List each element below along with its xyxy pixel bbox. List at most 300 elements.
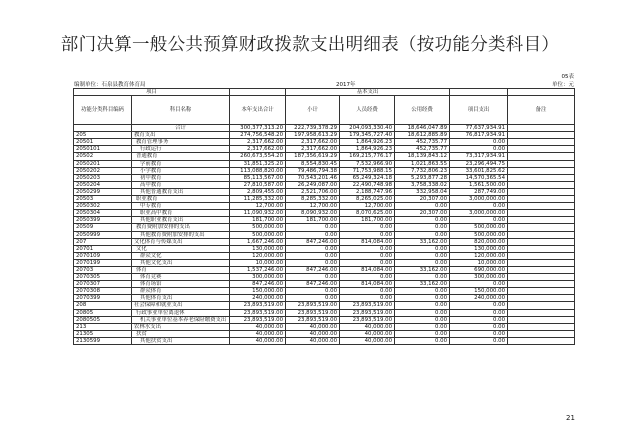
- cell-subtotal: 0.00: [286, 295, 340, 302]
- cell-total-expense: 130,000.00: [230, 245, 286, 252]
- cell-code: 20503: [74, 196, 132, 203]
- cell-public: 1,021,863.55: [395, 160, 450, 167]
- cell-remark: [508, 181, 575, 188]
- cell-remark: [508, 274, 575, 281]
- cell-subtotal: 847,246.00: [286, 266, 340, 273]
- expenditure-table: [73, 88, 575, 345]
- table-row: [74, 316, 575, 323]
- cell-subtotal: 222,739,378.29: [286, 125, 340, 132]
- cell-public: 0.00: [395, 330, 450, 337]
- cell-subtotal: 0.00: [286, 259, 340, 266]
- cell-name: 其他扶贫支出: [132, 337, 230, 344]
- table-row: [74, 224, 575, 231]
- prepared-by: 编制单位：石泉县教育体育局: [74, 82, 146, 88]
- cell-personnel: 65,249,324.18: [340, 174, 395, 181]
- table-row: [74, 274, 575, 281]
- cell-remark: [508, 210, 575, 217]
- cell-subtotal: 79,486,794.38: [286, 167, 340, 174]
- cell-public: 3,758,338.02: [395, 181, 450, 188]
- cell-personnel: 1,864,926.23: [340, 146, 395, 153]
- cell-subtotal: 0.00: [286, 224, 340, 231]
- cell-code: 2070308: [74, 288, 132, 295]
- cell-public: 0.00: [395, 224, 450, 231]
- cell-code: 2050999: [74, 231, 132, 238]
- cell-remark: [508, 259, 575, 266]
- cell-code: [74, 125, 132, 132]
- cell-personnel: 0.00: [340, 245, 395, 252]
- cell-project-expense: 0.00: [450, 302, 508, 309]
- cell-public: 18,612,885.89: [395, 132, 450, 139]
- cell-name: 教育费附加安排的支出: [132, 224, 230, 231]
- header-code: 功能分类科目编码: [74, 96, 132, 125]
- cell-code: 20502: [74, 153, 132, 160]
- cell-personnel: 0.00: [340, 231, 395, 238]
- cell-project-expense: 3,000,000.00: [450, 210, 508, 217]
- cell-personnel: 23,893,519.00: [340, 302, 395, 309]
- table-row: [74, 139, 575, 146]
- cell-subtotal: 847,246.00: [286, 281, 340, 288]
- cell-personnel: 12,700.00: [340, 203, 395, 210]
- cell-personnel: 40,000.00: [340, 330, 395, 337]
- cell-total-expense: 40,000.00: [230, 330, 286, 337]
- cell-public: 0.00: [395, 274, 450, 281]
- cell-subtotal: 0.00: [286, 245, 340, 252]
- cell-total-expense: 27,810,587.00: [230, 181, 286, 188]
- cell-remark: [508, 302, 575, 309]
- header-name: 科目名称: [132, 96, 230, 125]
- cell-subtotal: 12,700.00: [286, 203, 340, 210]
- cell-project-expense: 690,000.00: [450, 266, 508, 273]
- cell-total-expense: 120,000.00: [230, 252, 286, 259]
- cell-project-expense: 33,601,825.62: [450, 167, 508, 174]
- cell-subtotal: 40,000.00: [286, 330, 340, 337]
- cell-project-expense: 0.00: [450, 139, 508, 146]
- cell-code: 207: [74, 238, 132, 245]
- header-spacer-2: [450, 89, 508, 96]
- cell-name: 教育支出: [132, 132, 230, 139]
- table-row: [74, 295, 575, 302]
- cell-project-expense: 300,000.00: [450, 274, 508, 281]
- cell-project-expense: 130,000.00: [450, 245, 508, 252]
- cell-subtotal: 181,700.00: [286, 217, 340, 224]
- cell-remark: [508, 281, 575, 288]
- cell-code: 213: [74, 323, 132, 330]
- cell-remark: [508, 231, 575, 238]
- cell-total-expense: 11,285,332.00: [230, 196, 286, 203]
- cell-subtotal: 2,521,706.00: [286, 188, 340, 195]
- cell-remark: [508, 266, 575, 273]
- cell-code: 2050204: [74, 181, 132, 188]
- cell-code: 2070305: [74, 274, 132, 281]
- cell-personnel: 0.00: [340, 288, 395, 295]
- cell-personnel: 2,188,747.96: [340, 188, 395, 195]
- cell-public: 20,307.00: [395, 196, 450, 203]
- cell-public: 18,139,843.12: [395, 153, 450, 160]
- cell-remark: [508, 132, 575, 139]
- cell-project-expense: 73,317,934.91: [450, 153, 508, 160]
- cell-total-expense: 300,377,313.20: [230, 125, 286, 132]
- cell-personnel: 40,000.00: [340, 337, 395, 344]
- cell-name: 体育场馆: [132, 281, 230, 288]
- header-remarks: 备注: [508, 96, 575, 125]
- cell-project-expense: 0.00: [450, 281, 508, 288]
- header-total-expense: 本年支出合计: [230, 96, 286, 125]
- cell-project-expense: 0.00: [450, 330, 508, 337]
- cell-name: 职业高中教育: [132, 210, 230, 217]
- table-row: [74, 210, 575, 217]
- cell-project-expense: 77,637,934.91: [450, 125, 508, 132]
- cell-name: 中专教育: [132, 203, 230, 210]
- cell-public: 0.00: [395, 295, 450, 302]
- cell-remark: [508, 139, 575, 146]
- cell-code: 20501: [74, 139, 132, 146]
- cell-subtotal: 8,554,830.45: [286, 160, 340, 167]
- cell-code: 2050399: [74, 217, 132, 224]
- table-row: [74, 302, 575, 309]
- cell-total-expense: 1,667,246.00: [230, 238, 286, 245]
- cell-public: 5,293,877.28: [395, 174, 450, 181]
- cell-subtotal: 70,543,201.46: [286, 174, 340, 181]
- cell-subtotal: 2,317,662.00: [286, 146, 340, 153]
- table-row: [74, 337, 575, 344]
- cell-project-expense: 0.00: [450, 316, 508, 323]
- cell-personnel: 204,093,330.40: [340, 125, 395, 132]
- cell-name: 合计: [132, 125, 230, 132]
- cell-total-expense: 11,090,932.00: [230, 210, 286, 217]
- cell-project-expense: 0.00: [450, 337, 508, 344]
- cell-total-expense: 40,000.00: [230, 337, 286, 344]
- cell-project-expense: 150,000.00: [450, 288, 508, 295]
- cell-subtotal: 0.00: [286, 274, 340, 281]
- cell-total-expense: 31,851,325.20: [230, 160, 286, 167]
- cell-code: 20701: [74, 245, 132, 252]
- cell-subtotal: 8,285,332.00: [286, 196, 340, 203]
- cell-public: 0.00: [395, 309, 450, 316]
- table-row-total: [74, 125, 575, 132]
- form-code: 05表: [561, 74, 574, 80]
- table-row: [74, 174, 575, 181]
- cell-code: 20805: [74, 309, 132, 316]
- cell-public: 18,646,047.89: [395, 125, 450, 132]
- cell-remark: [508, 224, 575, 231]
- header-spacer: [230, 89, 286, 96]
- cell-total-expense: 300,000.00: [230, 274, 286, 281]
- cell-total-expense: 847,246.00: [230, 281, 286, 288]
- cell-public: 0.00: [395, 288, 450, 295]
- table-row: [74, 259, 575, 266]
- cell-remark: [508, 295, 575, 302]
- cell-name: 扶贫: [132, 330, 230, 337]
- cell-remark: [508, 330, 575, 337]
- table-row: [74, 266, 575, 273]
- cell-code: 2050299: [74, 188, 132, 195]
- cell-personnel: 71,753,988.15: [340, 167, 395, 174]
- cell-personnel: 8,265,025.00: [340, 196, 395, 203]
- cell-total-expense: 85,113,567.00: [230, 174, 286, 181]
- cell-code: 2050203: [74, 174, 132, 181]
- table-row: [74, 167, 575, 174]
- cell-public: 0.00: [395, 337, 450, 344]
- header-project-expense: 项目支出: [450, 96, 508, 125]
- cell-subtotal: 23,893,519.00: [286, 316, 340, 323]
- page-title: 部门决算一般公共预算财政拨款支出明细表（按功能分类科目）: [60, 35, 560, 55]
- cell-code: 20703: [74, 266, 132, 273]
- cell-name: 文化: [132, 245, 230, 252]
- cell-subtotal: 23,893,519.00: [286, 302, 340, 309]
- cell-public: 7,732,806.23: [395, 167, 450, 174]
- table-row: [74, 238, 575, 245]
- cell-personnel: 814,084.00: [340, 281, 395, 288]
- cell-code: 2050201: [74, 160, 132, 167]
- cell-total-expense: 274,756,548.20: [230, 132, 286, 139]
- cell-total-expense: 2,809,455.00: [230, 188, 286, 195]
- cell-code: 2070399: [74, 295, 132, 302]
- header-subtotal: 小计: [286, 96, 340, 125]
- header-spacer-3: [508, 89, 575, 96]
- cell-code: 2070109: [74, 252, 132, 259]
- table-row: [74, 281, 575, 288]
- cell-remark: [508, 217, 575, 224]
- cell-project-expense: 240,000.00: [450, 295, 508, 302]
- cell-subtotal: 8,090,932.00: [286, 210, 340, 217]
- cell-remark: [508, 316, 575, 323]
- cell-code: 2080505: [74, 316, 132, 323]
- cell-name: 社会保障和就业支出: [132, 302, 230, 309]
- cell-personnel: 814,084.00: [340, 266, 395, 273]
- cell-code: 2070199: [74, 259, 132, 266]
- cell-total-expense: 1,537,246.00: [230, 266, 286, 273]
- table-row: [74, 196, 575, 203]
- cell-subtotal: 2,317,662.00: [286, 139, 340, 146]
- cell-name: 行政运行: [132, 146, 230, 153]
- cell-name: 群众文化: [132, 252, 230, 259]
- table-row: [74, 160, 575, 167]
- cell-subtotal: 197,958,613.29: [286, 132, 340, 139]
- cell-subtotal: 187,356,619.29: [286, 153, 340, 160]
- cell-project-expense: 0.00: [450, 217, 508, 224]
- table-row: [74, 188, 575, 195]
- cell-name: 初中教育: [132, 174, 230, 181]
- cell-public: 0.00: [395, 231, 450, 238]
- cell-subtotal: 26,249,087.00: [286, 181, 340, 188]
- cell-public: 0.00: [395, 217, 450, 224]
- cell-name: 体育竞赛: [132, 274, 230, 281]
- cell-personnel: 169,215,776.17: [340, 153, 395, 160]
- cell-personnel: 814,084.00: [340, 238, 395, 245]
- table-row: [74, 309, 575, 316]
- cell-name: 行政事业单位离退休: [132, 309, 230, 316]
- table-row: [74, 203, 575, 210]
- cell-personnel: 181,700.00: [340, 217, 395, 224]
- cell-name: 小学教育: [132, 167, 230, 174]
- cell-subtotal: 847,246.00: [286, 238, 340, 245]
- cell-subtotal: 40,000.00: [286, 337, 340, 344]
- cell-name: 教育管理事务: [132, 139, 230, 146]
- cell-code: 2130599: [74, 337, 132, 344]
- cell-name: 农林水支出: [132, 323, 230, 330]
- cell-total-expense: 12,700.00: [230, 203, 286, 210]
- cell-personnel: 1,864,926.23: [340, 139, 395, 146]
- cell-personnel: 0.00: [340, 224, 395, 231]
- cell-total-expense: 500,000.00: [230, 224, 286, 231]
- cell-name: 职业教育: [132, 196, 230, 203]
- cell-project-expense: 10,000.00: [450, 259, 508, 266]
- cell-remark: [508, 160, 575, 167]
- cell-code: 2070307: [74, 281, 132, 288]
- cell-project-expense: 76,817,934.91: [450, 132, 508, 139]
- cell-total-expense: 113,088,820.00: [230, 167, 286, 174]
- table-row: [74, 330, 575, 337]
- cell-total-expense: 23,893,519.00: [230, 309, 286, 316]
- cell-public: 0.00: [395, 323, 450, 330]
- cell-remark: [508, 174, 575, 181]
- cell-public: 0.00: [395, 316, 450, 323]
- header-basic-group: 基本支出: [286, 89, 450, 96]
- cell-total-expense: 500,000.00: [230, 231, 286, 238]
- table-row: [74, 288, 575, 295]
- cell-remark: [508, 238, 575, 245]
- cell-name: 高中教育: [132, 181, 230, 188]
- cell-public: 20,307.00: [395, 210, 450, 217]
- cell-personnel: 7,532,966.90: [340, 160, 395, 167]
- cell-personnel: 0.00: [340, 259, 395, 266]
- header-public: 公用经费: [395, 96, 450, 125]
- cell-total-expense: 40,000.00: [230, 323, 286, 330]
- table-body: [74, 125, 575, 345]
- cell-public: 33,162.00: [395, 266, 450, 273]
- cell-remark: [508, 153, 575, 160]
- cell-name: 其他普通教育支出: [132, 188, 230, 195]
- cell-project-expense: 3,000,000.00: [450, 196, 508, 203]
- cell-code: 205: [74, 132, 132, 139]
- cell-name: 其他教育费附加安排的支出: [132, 231, 230, 238]
- cell-personnel: 0.00: [340, 274, 395, 281]
- cell-public: 0.00: [395, 302, 450, 309]
- cell-name: 机关事业单位基本养老保险缴费支出: [132, 316, 230, 323]
- table-row: [74, 323, 575, 330]
- cell-project-expense: 0.00: [450, 203, 508, 210]
- cell-remark: [508, 245, 575, 252]
- table-row: [74, 252, 575, 259]
- cell-remark: [508, 167, 575, 174]
- cell-subtotal: 40,000.00: [286, 323, 340, 330]
- page-number: 21: [566, 414, 575, 422]
- cell-project-expense: 0.00: [450, 309, 508, 316]
- cell-remark: [508, 203, 575, 210]
- cell-personnel: 23,893,519.00: [340, 309, 395, 316]
- cell-remark: [508, 252, 575, 259]
- cell-name: 其他文化支出: [132, 259, 230, 266]
- table-row: [74, 245, 575, 252]
- cell-name: 其他职业教育支出: [132, 217, 230, 224]
- header-personnel: 人员经费: [340, 96, 395, 125]
- cell-code: 2050101: [74, 146, 132, 153]
- cell-name: 学前教育: [132, 160, 230, 167]
- cell-remark: [508, 337, 575, 344]
- cell-total-expense: 23,893,519.00: [230, 316, 286, 323]
- cell-remark: [508, 309, 575, 316]
- cell-name: 普通教育: [132, 153, 230, 160]
- cell-total-expense: 150,000.00: [230, 288, 286, 295]
- table-row: [74, 181, 575, 188]
- cell-project-expense: 0.00: [450, 323, 508, 330]
- cell-remark: [508, 125, 575, 132]
- cell-remark: [508, 196, 575, 203]
- cell-total-expense: 23,893,519.00: [230, 302, 286, 309]
- cell-public: 33,162.00: [395, 281, 450, 288]
- cell-public: 0.00: [395, 203, 450, 210]
- cell-subtotal: 0.00: [286, 252, 340, 259]
- cell-personnel: 40,000.00: [340, 323, 395, 330]
- table-row: [74, 132, 575, 139]
- cell-personnel: 23,893,519.00: [340, 316, 395, 323]
- cell-project-expense: 500,000.00: [450, 231, 508, 238]
- cell-total-expense: 260,673,554.20: [230, 153, 286, 160]
- cell-subtotal: 0.00: [286, 231, 340, 238]
- table-row: [74, 153, 575, 160]
- cell-public: 33,162.00: [395, 238, 450, 245]
- cell-remark: [508, 146, 575, 153]
- cell-total-expense: 10,000.00: [230, 259, 286, 266]
- cell-personnel: 8,070,625.00: [340, 210, 395, 217]
- cell-code: 20509: [74, 224, 132, 231]
- cell-project-expense: 0.00: [450, 146, 508, 153]
- cell-code: 2050302: [74, 203, 132, 210]
- cell-personnel: 0.00: [340, 295, 395, 302]
- cell-remark: [508, 188, 575, 195]
- cell-project-expense: 500,000.00: [450, 224, 508, 231]
- cell-total-expense: 181,700.00: [230, 217, 286, 224]
- cell-public: 0.00: [395, 259, 450, 266]
- cell-project-expense: 120,000.00: [450, 252, 508, 259]
- unit-label: 单位：元: [551, 82, 574, 88]
- cell-total-expense: 2,317,662.00: [230, 146, 286, 153]
- cell-subtotal: 23,893,519.00: [286, 309, 340, 316]
- cell-project-expense: 14,570,365.54: [450, 174, 508, 181]
- cell-public: 332,958.04: [395, 188, 450, 195]
- cell-total-expense: 2,317,662.00: [230, 139, 286, 146]
- cell-project-expense: 287,749.00: [450, 188, 508, 195]
- cell-remark: [508, 323, 575, 330]
- cell-name: 其他体育支出: [132, 295, 230, 302]
- cell-total-expense: 240,000.00: [230, 295, 286, 302]
- cell-personnel: 179,345,727.40: [340, 132, 395, 139]
- cell-personnel: 22,490,748.98: [340, 181, 395, 188]
- cell-project-expense: 820,000.00: [450, 238, 508, 245]
- table-row: [74, 217, 575, 224]
- cell-code: 208: [74, 302, 132, 309]
- cell-name: 体育: [132, 266, 230, 273]
- table-row: [74, 231, 575, 238]
- cell-public: 452,735.77: [395, 139, 450, 146]
- cell-name: 群众体育: [132, 288, 230, 295]
- table-row: [74, 146, 575, 153]
- cell-subtotal: 0.00: [286, 288, 340, 295]
- cell-remark: [508, 288, 575, 295]
- cell-public: 0.00: [395, 245, 450, 252]
- cell-public: 452,735.77: [395, 146, 450, 153]
- cell-name: 文化体育与传媒支出: [132, 238, 230, 245]
- meta-row: [74, 80, 574, 88]
- report-year: 2017年: [336, 82, 356, 88]
- cell-code: 2050202: [74, 167, 132, 174]
- cell-project-expense: 23,296,494.75: [450, 160, 508, 167]
- cell-project-expense: 1,561,500.00: [450, 181, 508, 188]
- cell-code: 2050304: [74, 210, 132, 217]
- cell-personnel: 0.00: [340, 252, 395, 259]
- cell-code: 21305: [74, 330, 132, 337]
- header-project-group: 项目: [74, 89, 230, 96]
